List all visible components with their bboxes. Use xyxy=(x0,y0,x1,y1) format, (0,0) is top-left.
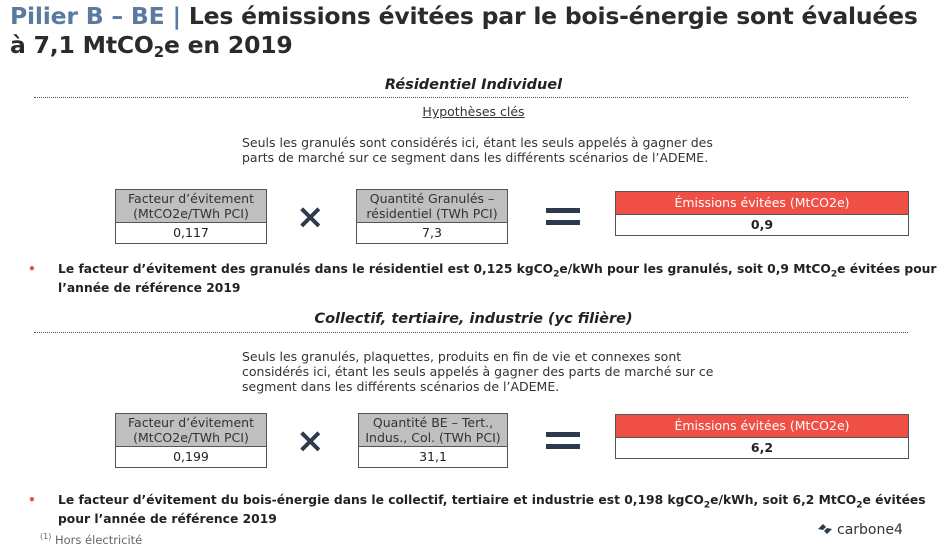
section2-factor-value: 0,199 xyxy=(173,449,209,464)
section2-result-box xyxy=(615,414,909,459)
section2-result-label: Émissions évitées (MtCO2e) xyxy=(616,415,908,438)
title-text-b: e en 2019 xyxy=(163,31,293,59)
page-title xyxy=(10,2,940,60)
carbone4-logo xyxy=(817,522,903,538)
section1-result-label: Émissions évitées (MtCO2e) xyxy=(616,192,908,215)
section2-paragraph: Seuls les granulés, plaquettes, produits en fin de vie et connexes sont considérés ici, étant les seuls appelés à gagner des parts de marché sur ce segment dans les différents scénarios de l’ADEME. xyxy=(242,349,714,394)
section1-title: Résidentiel Individuel xyxy=(384,77,563,93)
section1-paragraph: Seuls les granulés sont considérés ici, étant les seuls appelés à gagner des parts de marché sur ce segment dans les différents scénarios de l’ADEME. xyxy=(242,135,713,165)
title-prefix: Pilier B – BE | xyxy=(10,2,181,30)
footnote-mark: (1) xyxy=(40,532,52,541)
section1-factor-value: 0,117 xyxy=(173,225,209,240)
section2-factor-box xyxy=(115,413,267,468)
footnote-text: Hors électricité xyxy=(51,532,143,547)
title-text-a: Les émissions évitées par le bois-énergie sont évaluées à 7,1 MtCO xyxy=(10,2,918,59)
section1-result-value: 0,9 xyxy=(750,217,774,232)
section1-quantity-label: Quantité Granulés – résidentiel (TWh PCI) xyxy=(357,190,507,223)
footnote xyxy=(40,532,142,547)
multiply-icon: × xyxy=(296,421,325,461)
section1-factor-box xyxy=(115,189,267,244)
section1-result-box xyxy=(615,191,909,236)
section2-factor-label: Facteur d’évitement (MtCO2e/TWh PCI) xyxy=(116,414,266,447)
section2-divider xyxy=(34,332,908,333)
equals-icon xyxy=(546,432,580,452)
hypotheses-label: Hypothèses clés xyxy=(422,104,525,119)
section2-title: Collectif, tertiaire, industrie (yc filière) xyxy=(314,311,633,327)
bullet-marker: • xyxy=(28,493,36,507)
section1-quantity-value: 7,3 xyxy=(422,225,442,240)
logo-text: carbone4 xyxy=(837,522,903,538)
section2-result-value: 6,2 xyxy=(750,440,774,455)
title-subscript: 2 xyxy=(153,43,164,61)
section2-quantity-box xyxy=(358,413,508,468)
section1-divider xyxy=(34,97,908,98)
section1-quantity-box xyxy=(356,189,508,244)
section2-quantity-value: 31,1 xyxy=(419,449,447,464)
section1-factor-label: Facteur d’évitement (MtCO2e/TWh PCI) xyxy=(116,190,266,223)
carbone4-logo-icon xyxy=(817,522,833,536)
multiply-icon: × xyxy=(296,197,325,237)
equals-icon xyxy=(546,208,580,228)
bullet-marker: • xyxy=(28,262,36,276)
section2-quantity-label: Quantité BE – Tert., Indus., Col. (TWh PCI) xyxy=(359,414,507,447)
